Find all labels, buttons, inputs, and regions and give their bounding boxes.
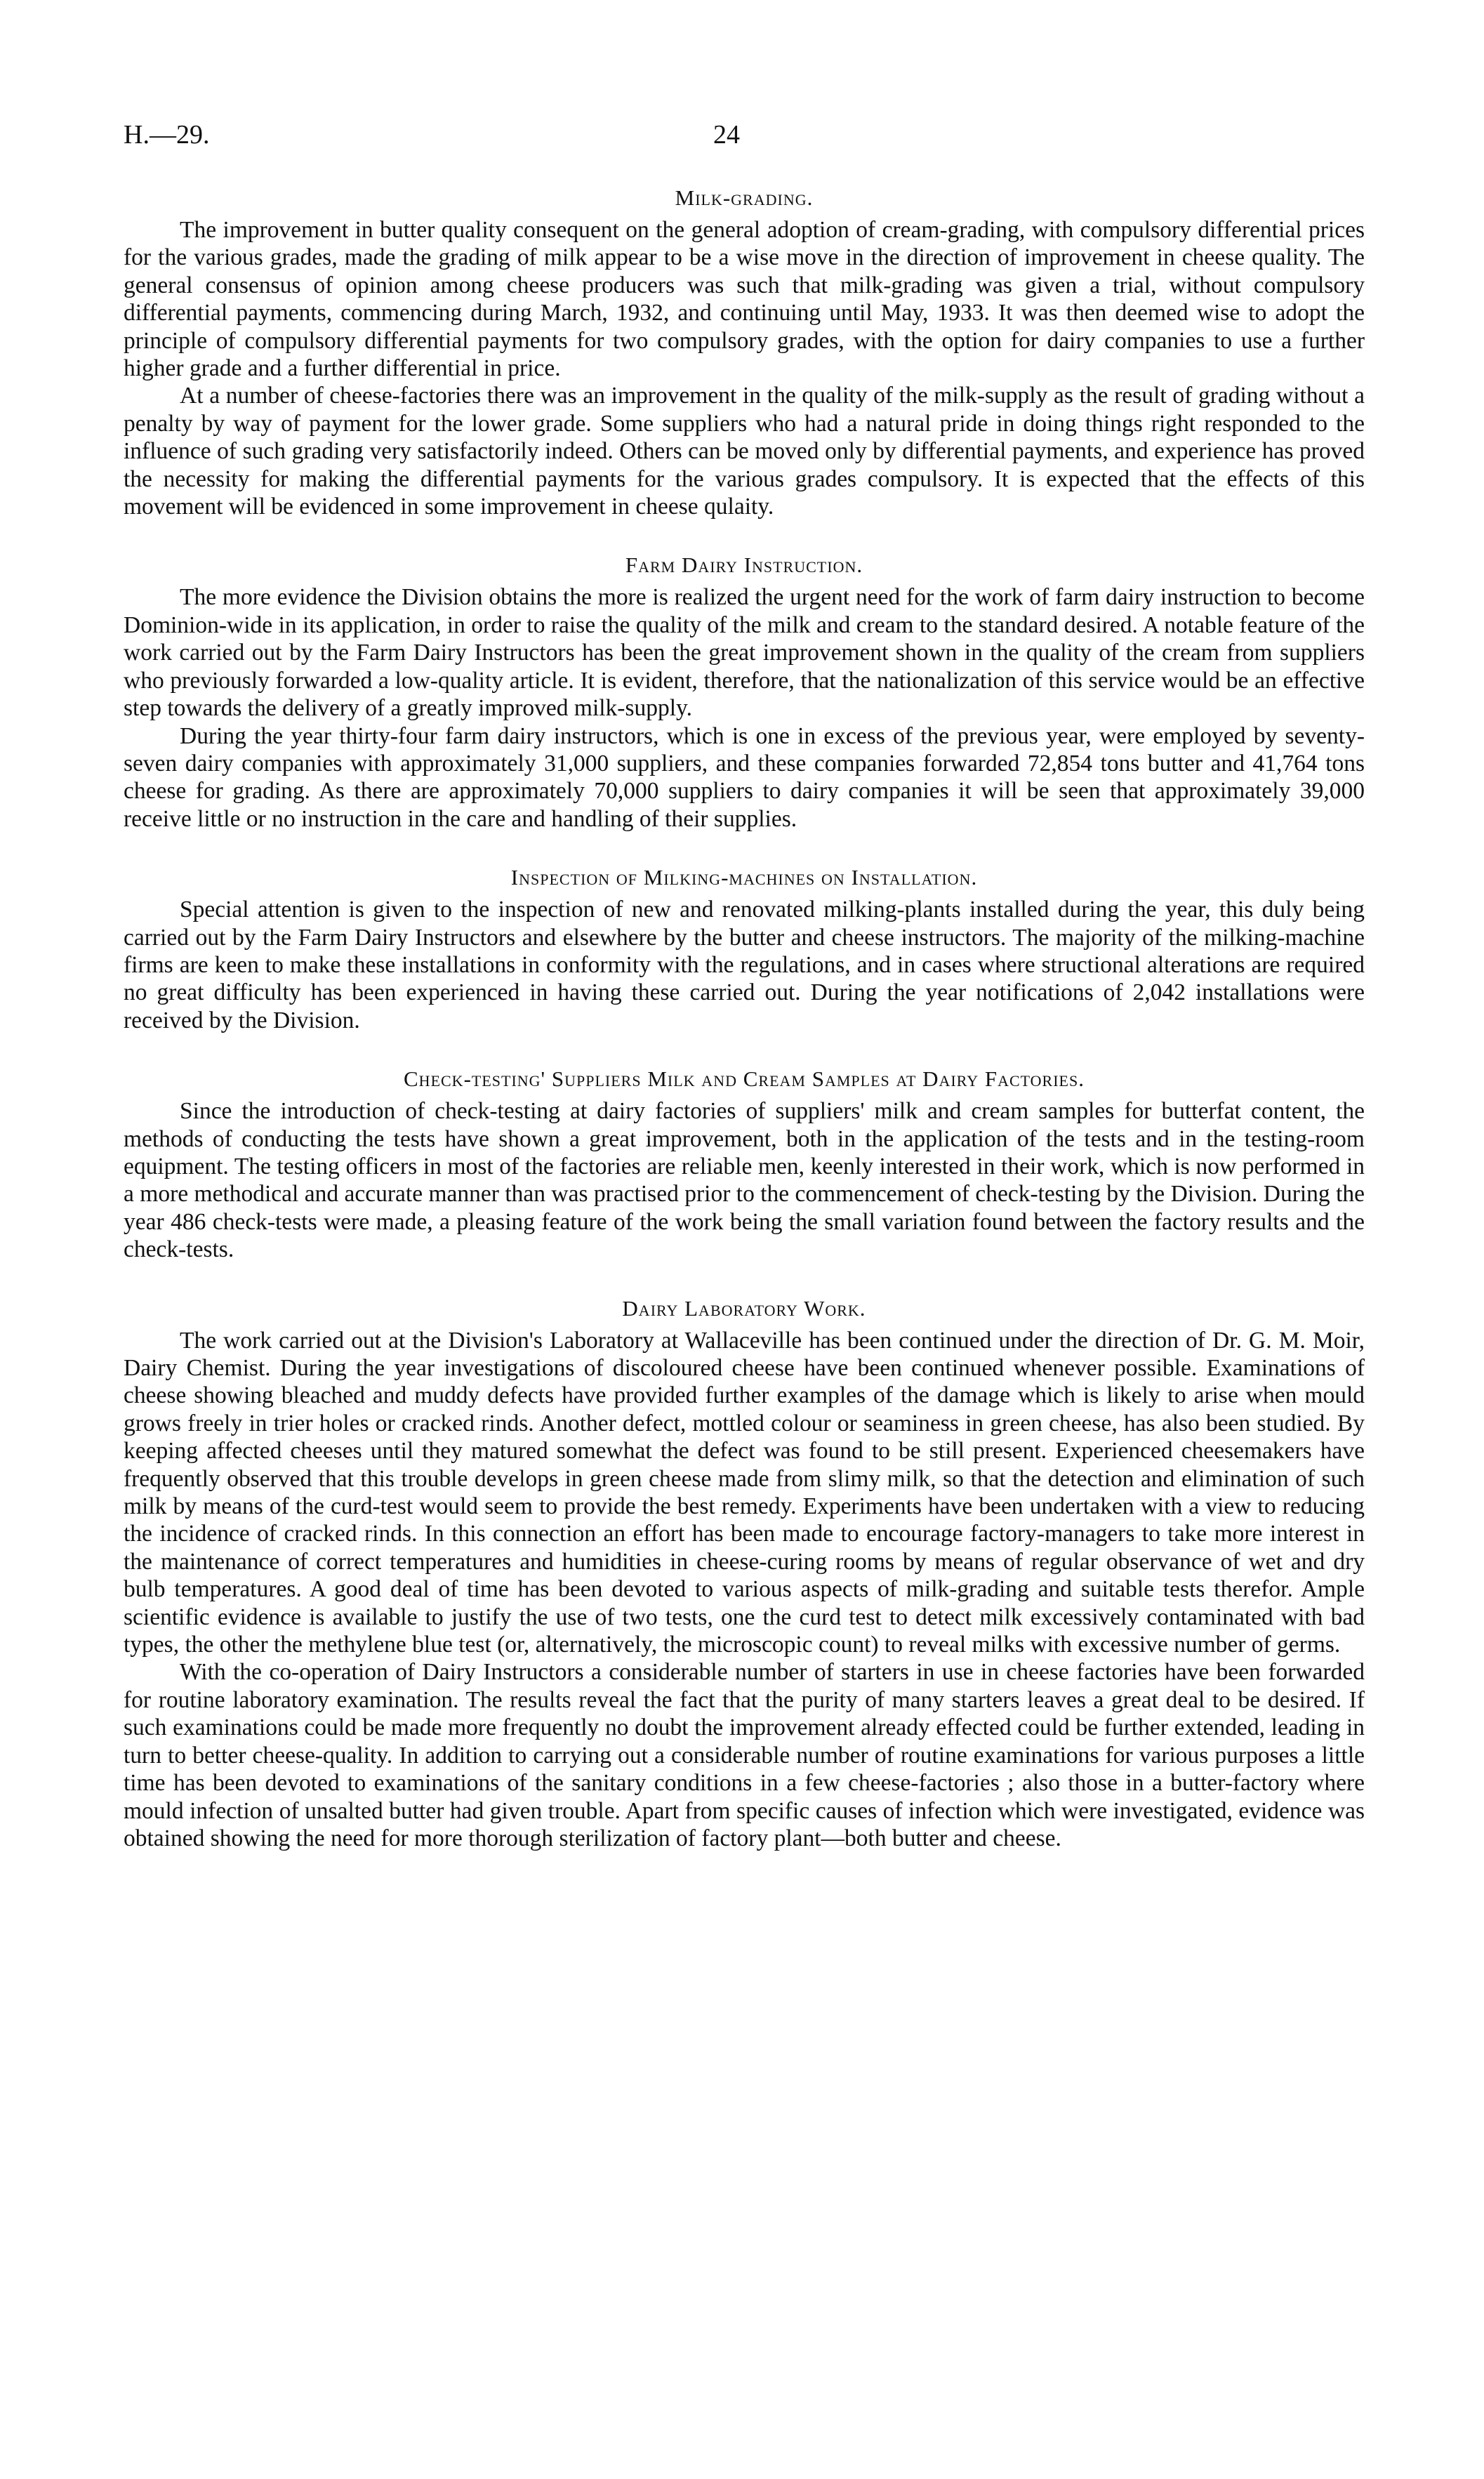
- section-check-testing: [124, 1065, 1365, 1263]
- section-spacer: [124, 833, 1365, 864]
- section-farm-dairy-instruction: [124, 551, 1365, 833]
- section-heading: Dairy Laboratory Work.: [622, 1295, 866, 1321]
- paragraph: With the co-operation of Dairy Instructors a considerable number of starters in use in cheese factories have been forwarded for routine laboratory examination. The results reveal the fact that the purity of many starters leaves a great deal to be desired. If such examinations could be made more frequently no doubt the improvement already effected could be further extended, leading in turn to better cheese-quality. In addition to carrying out a considerable number of routine examinations for various purposes a little time has been devoted to examinations of the sanitary conditions in a few cheese-factories ; also those in a butter-factory where mould infection of unsalted butter had given trouble. Apart from specific causes of infection which were investigated, evidence was obtained showing the need for more thorough sterilization of factory plant—both butter and cheese.: [124, 1659, 1365, 1851]
- paragraph: Special attention is given to the inspection of new and renovated milking-plants installed during the year, this duly being carried out by the Farm Dairy Instructors and elsewhere by the butter and cheese instructors. The majority of the milking-machine firms are keen to make these installations in conformity with the regulations, and in cases where structional alterations are required no great difficulty has been experienced in having these carried out. During the year notifications of 2,042 installations were received by the Division.: [124, 897, 1365, 1033]
- section-heading: Check-testing' Suppliers Milk and Cream Samples at Dairy Factories.: [404, 1066, 1085, 1092]
- paragraph: The more evidence the Division obtains the more is realized the urgent need for the work of farm dairy instruction to become Dominion-wide in its application, in order to raise the quality of the milk and cream to the standard desired. A notable feature of the work carried out by the Farm Dairy Instructors has been the great improvement shown in the quality of the cream from suppliers who previously forwarded a low-quality article. It is evident, therefore, that the nationalization of this service would be an effective step towards the delivery of a greatly improved milk-supply.: [124, 584, 1365, 722]
- page-body: [124, 184, 1365, 1852]
- paragraph: The improvement in butter quality consequent on the general adoption of cream-grading, with compulsory differential prices for the various grades, made the grading of milk appear to be a wise move in the direction of improvement in cheese quality. The general consensus of opinion among cheese producers was such that milk-grading was given a trial, without compulsory differential payments, commencing during March, 1932, and continuing until May, 1933. It was then deemed wise to adopt the principle of compulsory differential payments for two compulsory grades, with the option for dairy companies to use a further higher grade and a further differential in price.: [124, 217, 1365, 382]
- section-milk-grading: [124, 184, 1365, 520]
- section-heading: Farm Dairy Instruction.: [625, 553, 863, 578]
- page-header: [124, 119, 1365, 161]
- paragraph: During the year thirty-four farm dairy instructors, which is one in excess of the previous year, were employed by seventy-seven dairy companies with approximately 31,000 suppliers, and these companies forwarded 72,854 tons butter and 41,764 tons cheese for grading. As there are approximately 70,000 suppliers to dairy companies it will be seen that approximately 39,000 receive little or no instruction in the care and handling of their supplies.: [124, 722, 1365, 832]
- paragraph: At a number of cheese-factories there was an improvement in the quality of the milk-supply as the result of grading without a penalty by way of payment for the lower grade. Some suppliers who had a natural pride in doing things right responded to the influence of such grading very satisfactorily indeed. Others can be moved only by differential payments, and experience has proved the necessity for making the differential payments for the various grades compulsory. It is expected that the effects of this movement will be evidenced in some improvement in cheese qulaity.: [124, 383, 1365, 520]
- section-milking-machines: [124, 864, 1365, 1034]
- section-heading: Milk-grading.: [675, 185, 814, 210]
- paragraph: The work carried out at the Division's Laboratory at Wallaceville has been continued under the direction of Dr. G. M. Moir, Dairy Chemist. During the year investigations of discoloured cheese have been continued whenever possible. Examinations of cheese showing bleached and muddy defects have provided further examples of the damage which is likely to arise when mould grows freely in trier holes or cracked rinds. Another defect, mottled colour or seaminess in green cheese, has also been studied. By keeping affected cheeses until they matured somewhat the defect was found to be still present. Experienced cheesemakers have frequently observed that this trouble develops in green cheese made from slimy milk, so that the detection and elimination of such milk by means of the curd-test would seem to provide the best remedy. Experiments have been undertaken with a view to reducing the incidence of cracked rinds. In this connection an effort has been made to encourage factory-managers to take more interest in the maintenance of correct temperatures and humidities in cheese-curing rooms by means of regular observance of wet and dry bulb temperatures. A good deal of time has been devoted to various aspects of milk-grading and suitable tests therefor. Ample scientific evidence is available to justify the use of two tests, one the curd test to detect milk excessively contaminated with bad types, the other the methylene blue test (or, alternatively, the microscopic count) to reveal milks with excessive number of germs.: [124, 1327, 1365, 1658]
- section-dairy-laboratory: [124, 1295, 1365, 1853]
- section-spacer: [124, 1034, 1365, 1065]
- page-number: 24: [713, 120, 740, 150]
- section-spacer: [124, 1264, 1365, 1295]
- section-spacer: [124, 520, 1365, 551]
- section-heading: Inspection of Milking-machines on Installation.: [510, 865, 978, 890]
- report-reference: H.—29.: [124, 120, 210, 150]
- paragraph: Since the introduction of check-testing at dairy factories of suppliers' milk and cream samples for butterfat content, the methods of conducting the tests have shown a great improvement, both in the application of the tests and in the testing-room equipment. The testing officers in most of the factories are reliable men, keenly interested in their work, which is now performed in a more methodical and accurate manner than was practised prior to the commencement of check-testing by the Division. During the year 486 check-tests were made, a pleasing feature of the work being the small variation found between the factory results and the check-tests.: [124, 1098, 1365, 1263]
